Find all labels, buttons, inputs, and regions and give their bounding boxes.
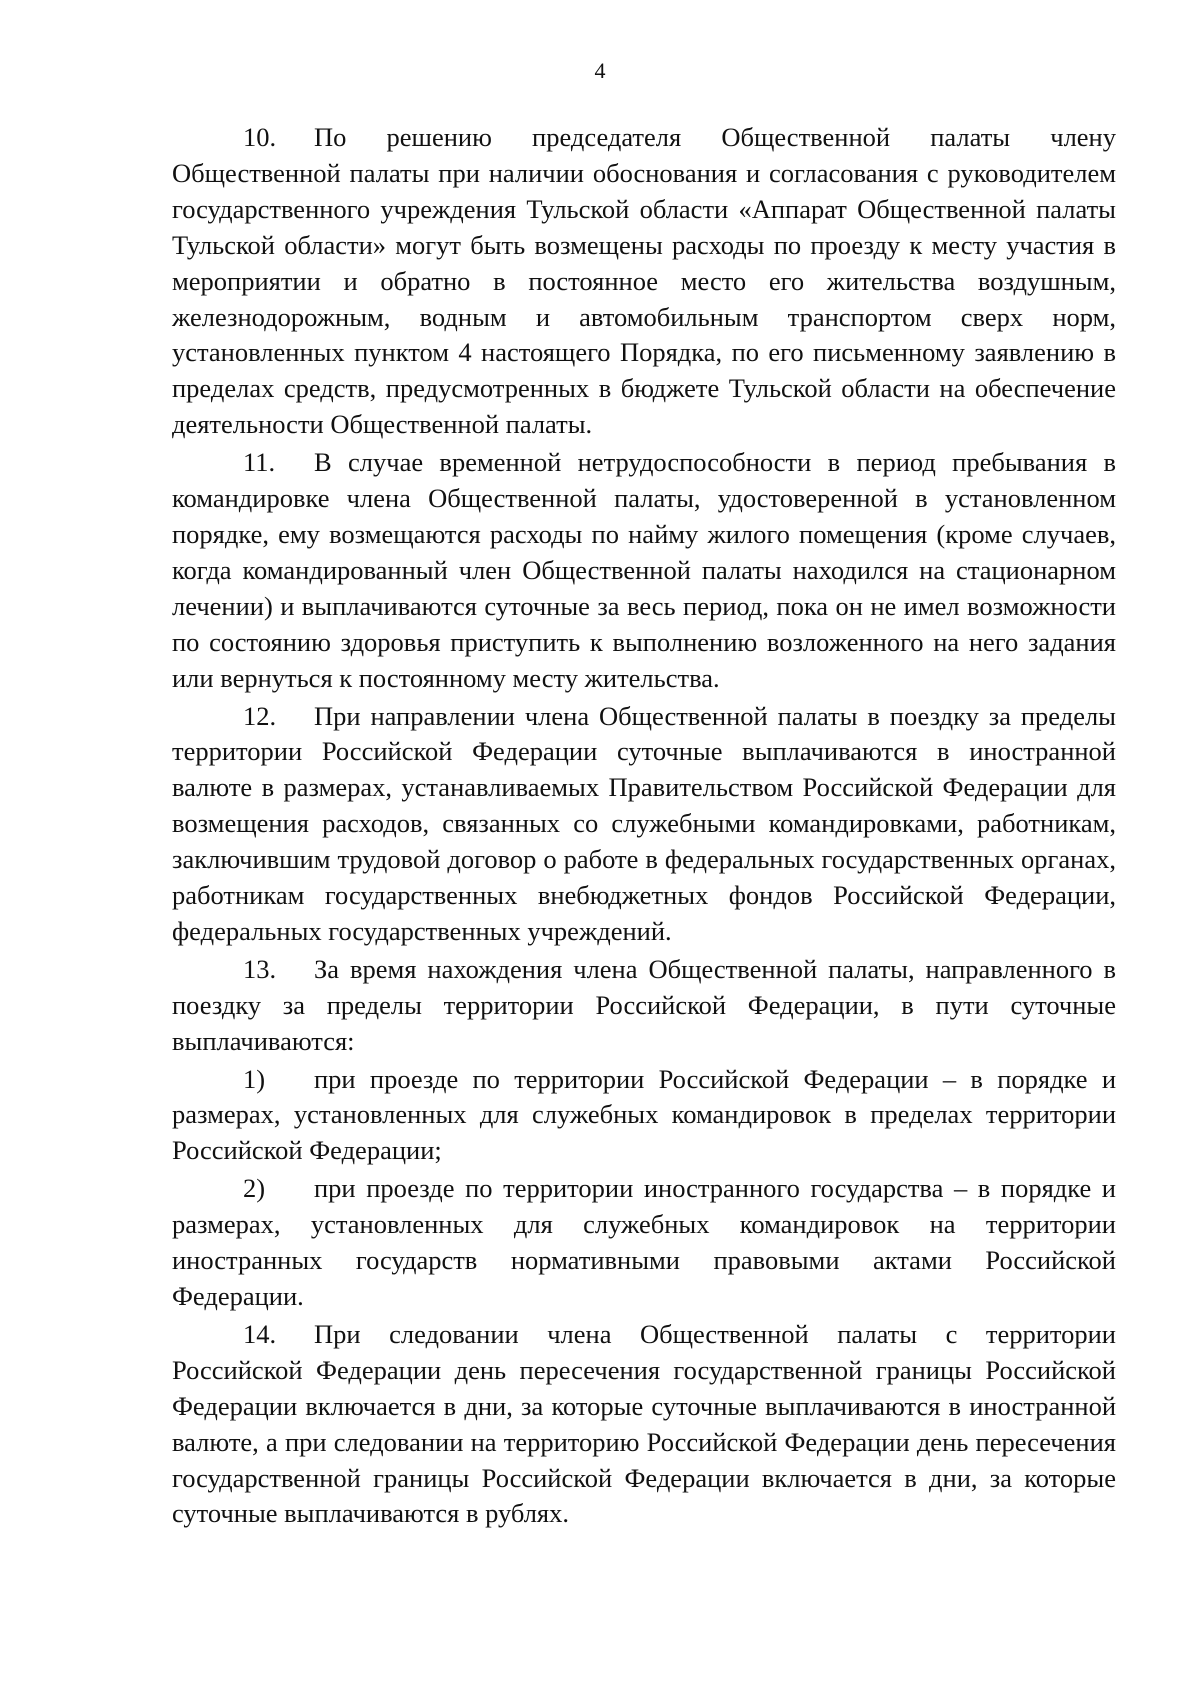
subparagraph-2 <box>172 1171 1116 1315</box>
subparagraph-number: 1) <box>243 1063 266 1094</box>
paragraph-13 <box>172 952 1116 1060</box>
paragraph-text: За время нахождения члена Общественной палаты, направленного в поездку за пределы территории Российской Федерации, в пути суточные выплачиваются: <box>172 953 1116 1056</box>
subparagraph-text: при проезде по территории Российской Федерации – в порядке и размерах, установленных для служебных командировок в пределах территории Российской Федерации; <box>172 1063 1116 1166</box>
document-body <box>172 120 1116 1532</box>
paragraph-12 <box>172 699 1116 950</box>
subparagraph-1 <box>172 1062 1116 1170</box>
paragraph-number: 12. <box>243 700 277 731</box>
paragraph-number: 10. <box>243 122 277 152</box>
paragraph-14 <box>172 1317 1116 1532</box>
paragraph-11 <box>172 445 1116 696</box>
paragraph-text: По решению председателя Общественной палаты члену Общественной палаты при наличии обоснования и согласования с руководителем государственного учреждения Тульской области «Аппарат Общественной палаты Тульской области» могут быть возмещены расходы по проезду к месту участия в мероприятии и обратно в постоянное место его жительства воздушным, железнодорожным, водным и автомобильным транспортом сверх норм, установленных пунктом 4 настоящего Порядка, по его письменному заявлению в пределах средств, предусмотренных в бюджете Тульской области на обеспечение деятельности Общественной палаты. <box>172 122 1116 440</box>
paragraph-number: 14. <box>243 1318 277 1349</box>
paragraph-text: При следовании члена Общественной палаты с территории Российской Федерации день пересечения государственной границы Российской Федерации включается в дни, за которые суточные выплачиваются в иностранной валюте, а при следовании на территорию Российской Федерации день пересечения государственной границы Российской Федерации включается в дни, за которые суточные выплачиваются в рублях. <box>172 1318 1116 1529</box>
paragraph-text: При направлении члена Общественной палаты в поездку за пределы территории Российской Федерации суточные выплачиваются в иностранной валюте в размерах, устанавливаемых Правительством Российской Федерации для возмещения расходов, связанных со служебными командировками, работникам, заключившим трудовой договор о работе в федеральных государственных органах, работникам государственных внебюджетных фондов Российской Федерации, федеральных государственных учреждений. <box>172 700 1116 946</box>
paragraph-number: 13. <box>243 953 277 984</box>
paragraph-10 <box>172 120 1116 443</box>
subparagraph-text: при проезде по территории иностранного государства – в порядке и размерах, установленных для служебных командировок на территории иностранных государств нормативными правовыми актами Российской Федерации. <box>172 1173 1116 1311</box>
subparagraph-number: 2) <box>243 1173 266 1204</box>
page-number: 4 <box>594 58 606 83</box>
paragraph-number: 11. <box>243 447 276 478</box>
paragraph-text: В случае временной нетрудоспособности в период пребывания в командировке члена Общественной палаты, удостоверенной в установленном порядке, ему возмещаются расходы по найму жилого помещения (кроме случаев, когда командированный член Общественной палаты находился на стационарном лечении) и выплачиваются суточные за весь период, пока он не имел возможности по состоянию здоровья приступить к выполнению возложенного на него задания или вернуться к постоянному месту жительства. <box>172 447 1116 693</box>
